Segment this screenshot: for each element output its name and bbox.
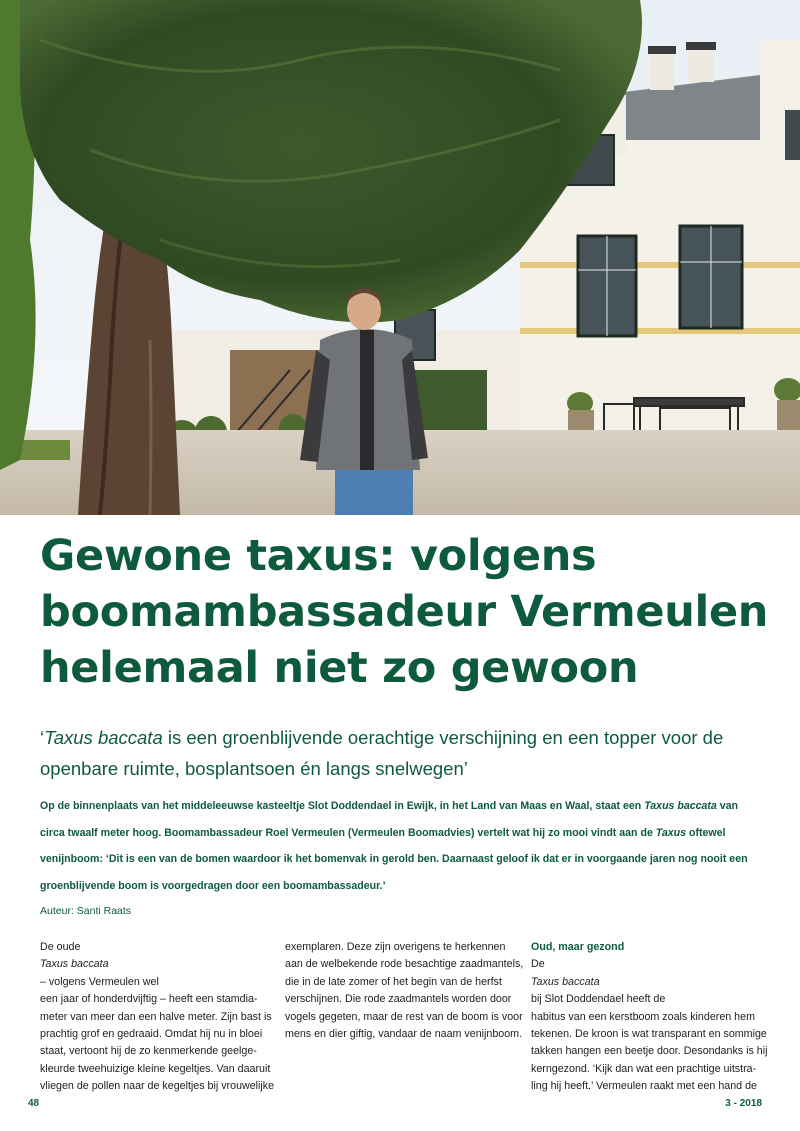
body-column-1 <box>40 939 275 1096</box>
body-column-3 <box>531 939 768 1096</box>
body-paragraph <box>531 939 768 1096</box>
headline-line: Gewone taxus: volgens <box>40 531 597 581</box>
hero-photo <box>0 0 800 515</box>
standfirst-line-1 <box>40 722 780 753</box>
body-line: ling hij heeft.’ Vermeulen raakt met een hand de <box>531 1080 757 1093</box>
body-line: aan de welbekende rode besachtige zaadmantels, <box>285 958 524 971</box>
headline-line: helemaal niet zo gewoon <box>40 643 639 693</box>
body-line: vliegen de pollen naar de kegeltjes bij vrouwelijke <box>40 1080 275 1093</box>
body-line <box>40 939 272 991</box>
body-line: exemplaren. Deze zijn overigens te herkennen <box>285 941 506 953</box>
standfirst-species: Taxus baccata <box>44 727 163 748</box>
standfirst-line-2: openbare ruimte, bosplantsoen én langs snelwegen’ <box>40 758 468 779</box>
body-text: – volgens Vermeulen wel <box>40 975 159 988</box>
body-line: meter van meer dan een halve meter. Zijn bast is <box>40 1010 272 1023</box>
body-line: tekenen. De kroon is wat transparant en sommige <box>531 1028 767 1041</box>
body-line: staat, vertoont hij de zo kenmerkende geelge- <box>40 1045 257 1058</box>
page-number: 48 <box>28 1098 40 1109</box>
body-line: die in de late zomer of het begin van de herfst <box>285 975 502 988</box>
standfirst-quote-mark: ‘ <box>40 727 45 748</box>
section-subhead: Oud, maar gezond <box>531 941 625 953</box>
body-column-2 <box>285 939 524 1043</box>
issue-number: 3 - 2018 <box>725 1098 762 1109</box>
intro-text: van circa twaalf meter hoog. Boomambassadeur Roel Vermeulen (Vermeulen Boomadvies) vertelt wat hij zo mooi vindt aan de <box>40 800 739 839</box>
headline-line: boomambassadeur Vermeulen <box>40 587 769 637</box>
body-line: mens en dier giftig, vandaar de naam venijnboom. <box>285 1028 523 1041</box>
body-line: habitus van een kerstboom zoals kinderen hem <box>531 1010 755 1023</box>
intro-genus: Taxus <box>655 826 687 839</box>
body-line: kleurde tweehuizige kleine kegeltjes. Van daaruit <box>40 1062 271 1075</box>
body-line: prachtig grof en gedraaid. Omdat hij nu in bloei <box>40 1028 263 1041</box>
intro-text: oftewel venijnboom: ‘Dit is een van de bomen waardoor ik het bomenvak in gerold ben. Daarnaast geloof ik dat er in voorgaande jaren nog nooit een groenblijvende boom is voorgedragen door een boomambassadeur.’ <box>40 826 748 892</box>
body-line: verschijnen. Die rode zaadmantels worden door <box>285 993 512 1006</box>
article-intro <box>40 793 762 899</box>
body-line: vogels gegeten, maar de rest van de boom is voor <box>285 1010 523 1023</box>
body-line: takken hangen een beetje door. Desondanks is hij <box>531 1045 768 1058</box>
standfirst-text: is een groenblijvende oerachtige verschijning en een topper voor de <box>162 727 724 748</box>
body-species: Taxus baccata <box>531 975 600 988</box>
body-text: bij Slot Doddendael heeft de <box>531 993 666 1006</box>
intro-species: Taxus baccata <box>644 800 717 812</box>
body-text: De <box>531 958 545 971</box>
article-author: Auteur: Santi Raats <box>40 905 132 917</box>
body-paragraph <box>285 939 524 1043</box>
body-line <box>531 956 763 1008</box>
body-line: kerngezond. ‘Kijk dan wat een prachtige uitstra- <box>531 1062 757 1075</box>
body-line: een jaar of honderdvijftig – heeft een stamdia- <box>40 993 258 1006</box>
article-headline <box>40 528 780 696</box>
hero-photo-illustration <box>0 0 800 515</box>
body-text: De oude <box>40 941 81 953</box>
article-standfirst <box>40 722 780 784</box>
intro-text: Op de binnenplaats van het middeleeuwse kasteeltje Slot Doddendael in Ewijk, in het Land van Maas en Waal, staat een <box>40 800 645 812</box>
body-species: Taxus baccata <box>40 958 109 971</box>
body-paragraph <box>40 939 275 1096</box>
